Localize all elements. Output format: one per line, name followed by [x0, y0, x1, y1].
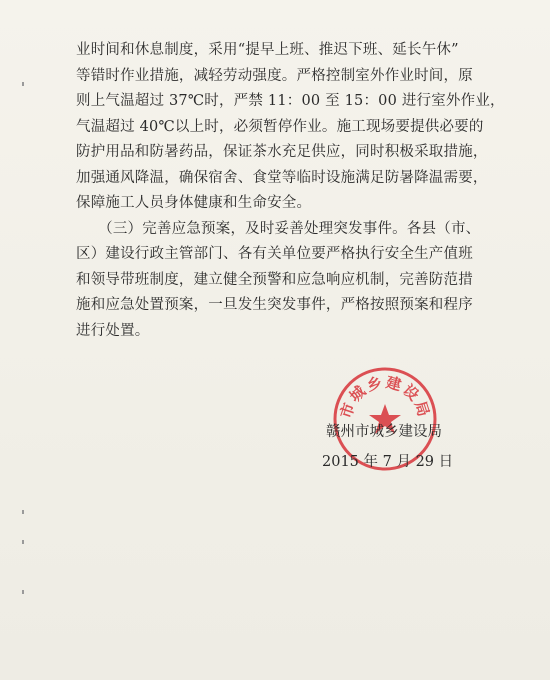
- body-line: 业时间和休息制度，采用“提早上班、推迟下班、延长午休”: [76, 42, 459, 58]
- signature-date: 2015 年 7 月 29 日: [322, 454, 454, 470]
- body-line: 防护用品和防暑药品，保证茶水充足供应，同时积极采取措施，: [76, 144, 488, 160]
- body-line: 保障施工人员身体健康和生命安全。: [76, 195, 312, 211]
- seal-text: 市城乡建设局: [336, 373, 434, 421]
- body-line: 进行处置。: [76, 322, 150, 339]
- margin-mark: [22, 82, 24, 86]
- body-line: 等错时作业措施，减轻劳动强度。严格控制室外作业时间，原: [76, 67, 473, 84]
- body-line: 和领导带班制度，建立健全预警和应急响应机制，完善防范措: [76, 271, 473, 288]
- body-line: 加强通风降温，确保宿舍、食堂等临时设施满足防暑降温需要，: [76, 169, 488, 186]
- body-line: 则上气温超过 37℃时，严禁 11：00 至 15：00 进行室外作业，: [76, 93, 505, 109]
- margin-mark: [22, 510, 24, 514]
- body-line: 区）建设行政主管部门、各有关单位要严格执行安全生产值班: [76, 246, 473, 262]
- body-line: 施和应急处置预案，一旦发生突发事件，严格按照预案和程序: [76, 297, 473, 313]
- signature-block: [322, 420, 462, 474]
- body-line: （三）完善应急预案，及时妥善处理突发事件。各县（市、: [76, 220, 481, 237]
- margin-mark: [22, 590, 24, 594]
- margin-mark: [22, 540, 24, 544]
- document-body: [76, 38, 516, 344]
- body-line: 气温超过 40℃以上时，必须暂停作业。施工现场要提供必要的: [76, 118, 484, 135]
- signature-org: 赣州市城乡建设局: [326, 424, 442, 440]
